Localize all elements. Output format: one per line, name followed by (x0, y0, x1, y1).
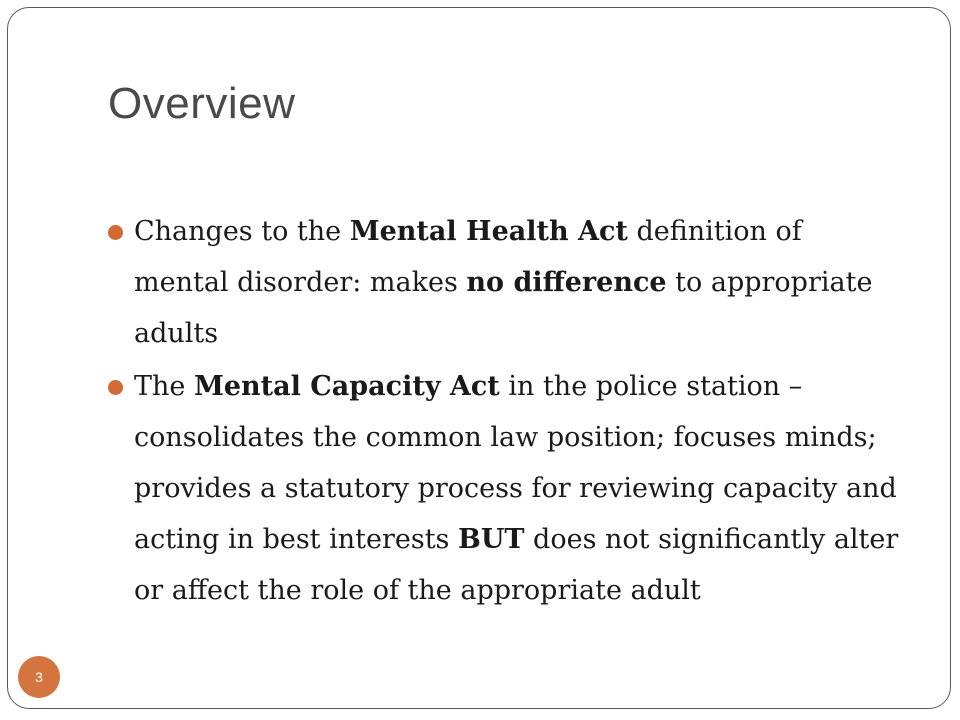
bullet-text-segment: in the police station – consolidates the common law position; focuses minds; provides a statutory process for reviewing capacity and acting in best interests (134, 371, 897, 555)
slide-title: Overview (108, 79, 296, 128)
bullet-list (104, 206, 904, 616)
bullet-dot-icon (108, 225, 123, 240)
bullet-text-segment: Changes to the (134, 216, 350, 247)
bullet-item (104, 206, 904, 359)
bullet-text-bold-segment: BUT (458, 524, 525, 555)
bullet-text-bold-segment: Mental Capacity Act (193, 371, 500, 402)
bullet-dot-icon (108, 380, 123, 395)
bullet-text-segment: does not significantly alter or affect the role of the appropriate adult (134, 524, 899, 606)
bullet-text-segment: to appropriate adults (134, 267, 873, 349)
bullet-text-segment: The (134, 371, 194, 402)
bullet-text-bold-segment: Mental Health Act (349, 216, 628, 247)
bullet-item (104, 361, 904, 616)
bullet-text-segment: definition of mental disorder: makes (134, 216, 802, 298)
bullet-text-bold-segment: no difference (466, 267, 667, 298)
page-number-badge: 3 (18, 656, 60, 698)
